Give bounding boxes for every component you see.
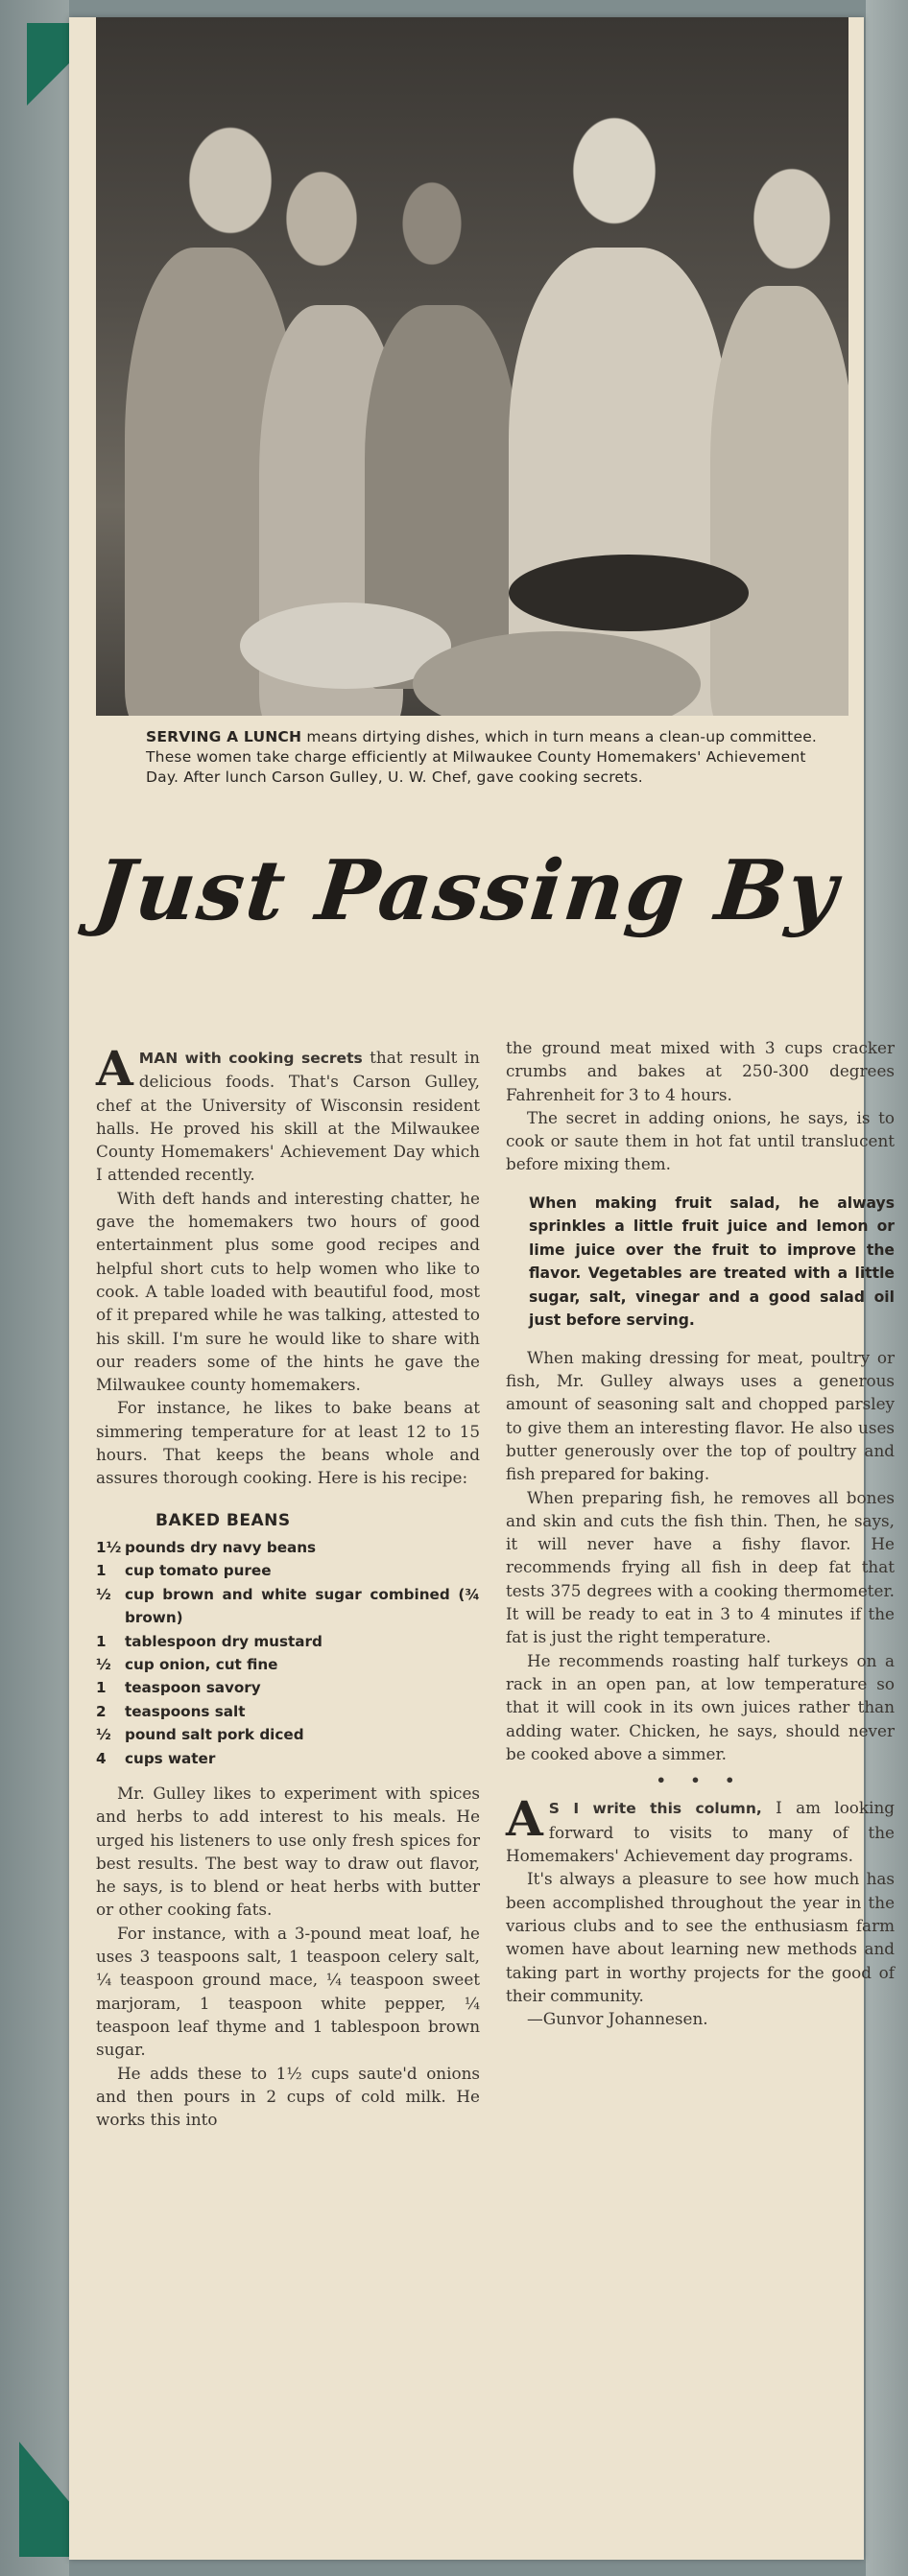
paragraph: For instance, he likes to bake beans at simmering temperature for at least 12 to 15 hours. That keeps the beans whole and assures thorough cooking. Here is his recipe: — [96, 1398, 480, 1488]
caption-lead: SERVING A LUNCH — [146, 728, 302, 745]
recipe-title: BAKED BEANS — [155, 1510, 291, 1530]
recipe-item: ½ cup brown and white sugar combined (¾ brown) — [96, 1585, 480, 1627]
closing-lead: S I write this column, — [548, 1800, 762, 1818]
dropcap: A — [506, 1790, 543, 1848]
section-divider: • • • — [656, 1771, 745, 1790]
paragraph: It's always a pleasure to see how much has been accomplished throughout the year in the various clubs and to see the enthusiasm farm women have about learning new methods and taking part in worthy projects for the good of their community. — [506, 1869, 895, 2005]
article-left-column — [96, 1040, 480, 2131]
photo-pan — [509, 555, 749, 631]
recipe-item: ½ pound salt pork diced — [96, 1726, 304, 1744]
recipe-item: 2 teaspoons salt — [96, 1702, 246, 1720]
recipe-item: ½ cup onion, cut fine — [96, 1655, 278, 1673]
dropcap: A — [96, 1040, 133, 1097]
article-opening — [96, 1040, 480, 1187]
recipe-list — [96, 1536, 480, 1770]
caption-text: means dirtying dishes, which in turn means a clean-up committee. These women take charge efficiently at Milwaukee County Homemakers' Achievement Day. After lunch Carson Gulley, U. W. Chef, gave cooking secrets. — [146, 728, 818, 786]
recipe-item: 1 cup tomato puree — [96, 1562, 272, 1580]
photo-caption — [146, 727, 818, 788]
album-page-left-edge — [0, 0, 69, 2576]
article-right-column — [506, 1036, 895, 2030]
paragraph: For instance, with a 3-pound meat loaf, he uses 3 teaspoons salt, 1 teaspoon celery salt, ¼ teaspoon ground mace, ¼ teaspoon sweet marjoram, 1 teaspoon white pepper, ¼ teaspoon leaf thyme and 1 tablespoon brown sugar. — [96, 1923, 480, 2060]
closing-opening — [506, 1790, 895, 1867]
author-signature: —Gunvor Johannesen. — [527, 2009, 708, 2029]
paragraph: the ground meat mixed with 3 cups cracker crumbs and bakes at 250-300 degrees Fahrenheit for 3 to 4 hours. — [506, 1038, 895, 1104]
newspaper-clipping — [69, 17, 895, 2560]
paragraph: The secret in adding onions, he says, is to cook or saute them in hot fat until translucent before mixing them. — [506, 1107, 895, 1174]
paragraph: Mr. Gulley likes to experiment with spices and herbs to add interest to his meals. He urged his listeners to use only fresh spices for best results. The best way to draw out flavor, he says, is to blend or heat herbs with butter or other cooking fats. — [96, 1784, 480, 1920]
paragraph: With deft hands and interesting chatter, he gave the homemakers two hours of good entertainment plus some good recipes and helpful short cuts to help women who like to cook. A table loaded with beautiful food, most of it prepared while he was talking, attested to his skill. I'm sure he would like to share with our readers some of the hints he gave the Milwaukee county homemakers. — [96, 1188, 480, 1395]
paragraph: He recommends roasting half turkeys on a rack in an open pan, at low temperature so that it will cook in its own juices rather than adding water. Chicken, he says, should never be cooked above a simmer. — [506, 1650, 895, 1763]
recipe-item: 4 cups water — [96, 1749, 216, 1767]
paragraph: I am looking forward to visits to many of the Homemakers' Achievement day programs. — [506, 1798, 895, 1866]
paragraph: When preparing fish, he removes all bones and skin and cuts the fish thin. Then, he says, it will never have a fishy flavor. He recommends frying all fish in deep fat that tests 375 degrees with a cooking thermometer. It will be ready to eat in 3 to 4 minutes if the fat is just the right temperature. — [506, 1487, 895, 1647]
paragraph: When making dressing for meat, poultry or fish, Mr. Gulley always uses a generous amount of seasoning salt and chopped parsley to give them an interesting flavor. He also uses butter generously over the top of poultry and fish prepared for baking. — [506, 1347, 895, 1484]
paragraph: that result in delicious foods. That's Carson Gulley, chef at the University of Wisconsin resident halls. He proved his skill at the Milwaukee County Homemakers' Achievement Day which I attended recently. — [96, 1048, 480, 1185]
recipe-item: 1½ pounds dry navy beans — [96, 1538, 317, 1556]
fruit-salad-tip: When making fruit salad, he always sprinkles a little fruit juice and lemon or lime juice over the fruit to improve the flavor. Vegetables are treated with a little sugar, salt, vinegar and a good salad oil just before serving. — [529, 1193, 895, 1330]
lunch-photo — [96, 17, 848, 716]
paragraph: He adds these to 1½ cups saute'd onions and then pours in 2 cups of cold milk. He works this into — [96, 2063, 480, 2130]
opening-lead: MAN with cooking secrets — [138, 1050, 363, 1067]
photo-woman-5 — [710, 286, 848, 716]
recipe-item: 1 teaspoon savory — [96, 1679, 261, 1697]
recipe-item: 1 tablespoon dry mustard — [96, 1632, 323, 1650]
headline: Just Passing By — [89, 842, 844, 939]
